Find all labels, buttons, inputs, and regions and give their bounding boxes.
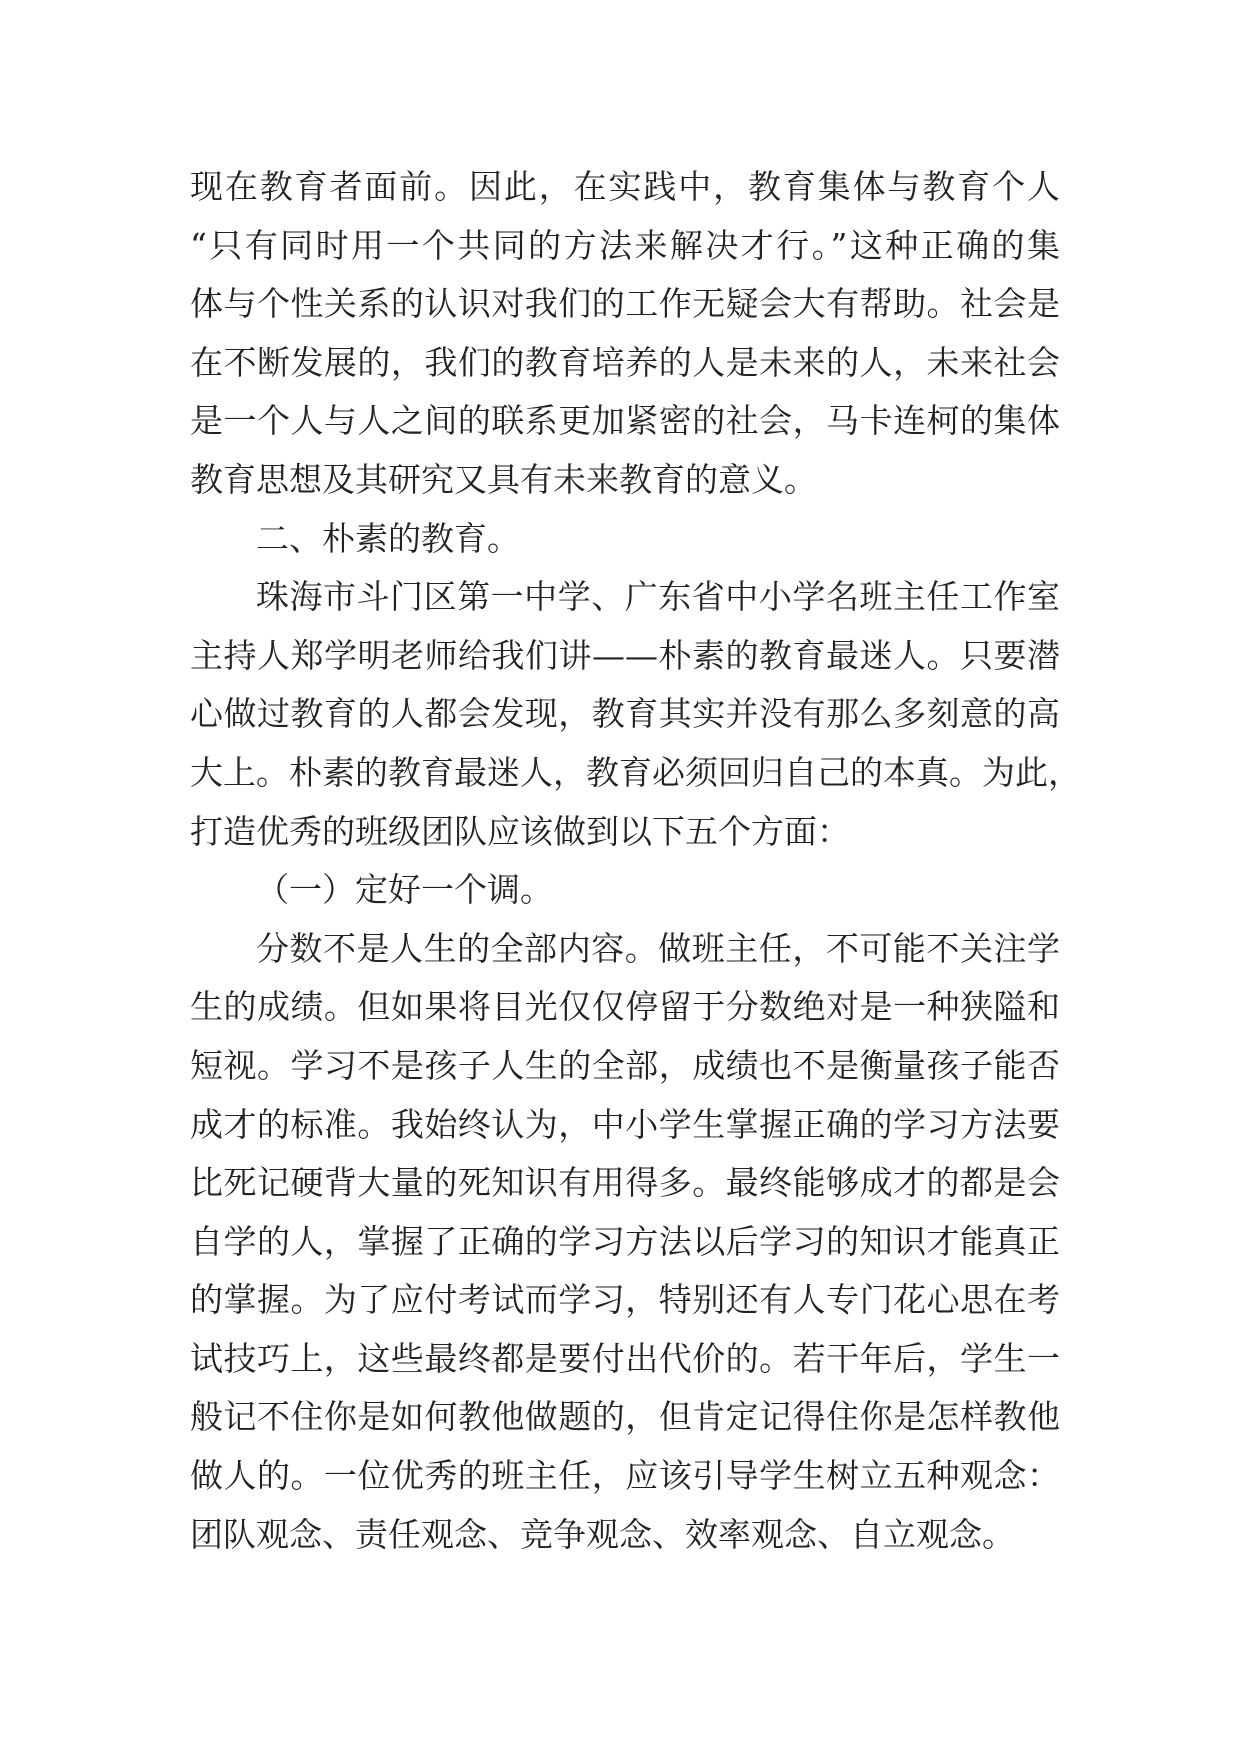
text-line: 比死记硬背大量的死知识有用得多。最终能够成才的都是会 [190,1163,1060,1203]
text-line: 生的成绩。但如果将目光仅仅停留于分数绝对是一种狭隘和 [190,987,1060,1027]
text-line: 团队观念、责任观念、竞争观念、效率观念、自立观念。 [190,1514,1015,1554]
text-line: 教育思想及其研究又具有未来教育的意义。 [190,459,817,499]
text-line: “只有同时用一个共同的方法来解决才行。”这种正确的集 [190,225,1060,265]
text-line: 现在教育者面前。因此，在实践中，教育集体与教育个人 [190,167,1060,206]
section-heading: 二、朴素的教育。 [256,518,520,558]
text-line: 珠海市斗门区第一中学、广东省中小学名班主任工作室 [256,577,1060,617]
text-line: 成才的标准。我始终认为，中小学生掌握正确的学习方法要 [190,1104,1060,1144]
text-line: 体与个性关系的认识对我们的工作无疑会大有帮助。社会是 [190,284,1060,324]
text-line: 短视。学习不是孩子人生的全部，成绩也不是衡量孩子能否 [190,1045,1060,1085]
text-line: 做人的。一位优秀的班主任，应该引导学生树立五种观念： [190,1456,1060,1496]
subsection-heading: （一）定好一个调。 [256,870,553,910]
text-line: 大上。朴素的教育最迷人，教育必须回归自己的本真。为此， [190,752,1081,792]
text-line: 心做过教育的人都会发现，教育其实并没有那么多刻意的高 [190,694,1060,734]
text-line: 是一个人与人之间的联系更加紧密的社会，马卡连柯的集体 [190,401,1060,441]
text-line: 试技巧上，这些最终都是要付出代价的。若干年后，学生一 [190,1338,1060,1378]
text-line: 在不断发展的，我们的教育培养的人是未来的人，未来社会 [190,342,1060,382]
text-line: 主持人郑学明老师给我们讲——朴素的教育最迷人。只要潜 [190,635,1060,675]
document-body [190,158,1081,1564]
text-line: 的掌握。为了应付考试而学习，特别还有人专门花心思在考 [190,1280,1060,1320]
text-line: 般记不住你是如何教他做题的，但肯定记得住你是怎样教他 [190,1397,1060,1437]
text-line: 自学的人，掌握了正确的学习方法以后学习的知识才能真正 [190,1221,1060,1261]
text-line: 分数不是人生的全部内容。做班主任，不可能不关注学 [256,928,1060,968]
text-line: 打造优秀的班级团队应该做到以下五个方面： [190,811,850,851]
